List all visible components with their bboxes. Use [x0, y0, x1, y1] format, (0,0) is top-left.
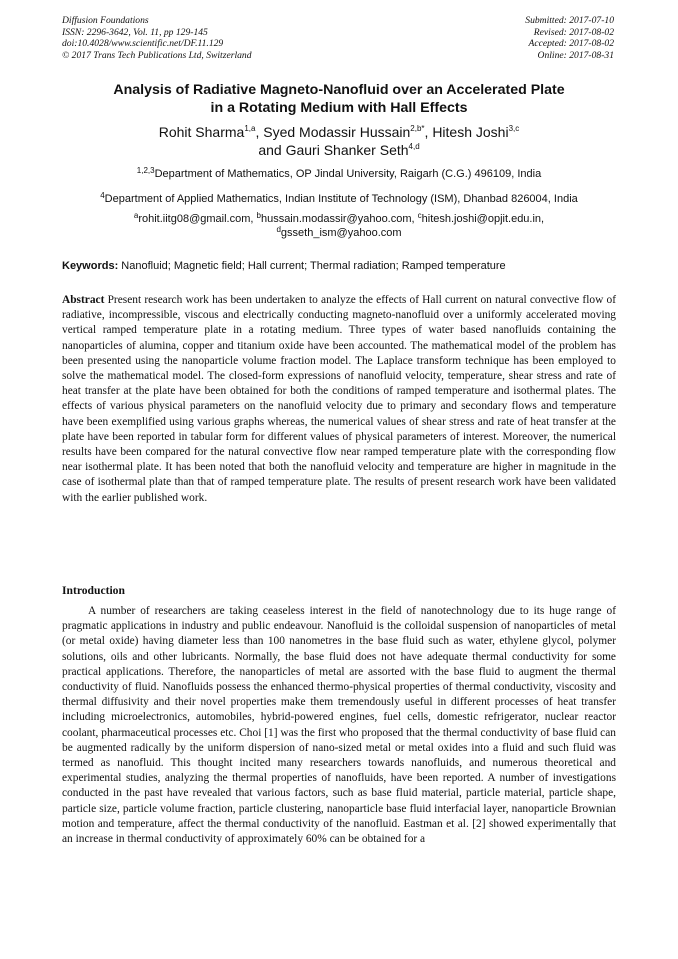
journal-name: Diffusion Foundations	[62, 15, 149, 26]
author-2-sup: 2,b*	[410, 124, 425, 133]
abstract-label: Abstract	[62, 294, 105, 306]
issn-line: ISSN: 2296-3642, Vol. 11, pp 129-145	[62, 26, 208, 38]
publication-dates	[525, 15, 614, 61]
online-date: Online: 2017-08-31	[537, 49, 614, 61]
paper-title	[40, 81, 638, 117]
author-separator: ,	[255, 124, 264, 140]
email-a[interactable]: rohit.iitg08@gmail.com,	[138, 213, 257, 225]
title-line-2: in a Rotating Medium with Hall Effects	[210, 100, 468, 116]
copyright-line: © 2017 Trans Tech Publications Ltd, Switzerland	[62, 49, 252, 61]
author-and: and	[258, 142, 286, 158]
email-c-sup: c	[417, 211, 422, 220]
introduction-heading: Introduction	[62, 584, 125, 597]
author-1-sup: 1,a	[244, 124, 256, 133]
author-list	[40, 123, 638, 159]
keywords	[62, 259, 616, 274]
author-2-name: Syed Modassir Hussain	[263, 124, 411, 140]
author-4-sup: 4,d	[408, 142, 420, 151]
author-4-name: Gauri Shanker Seth	[285, 142, 409, 158]
email-a-sup: a	[133, 211, 139, 220]
email-d-sup: d	[276, 225, 281, 234]
author-1-name: Rohit Sharma	[158, 124, 245, 140]
abstract-text: Present research work has been undertaken to analyze the effects of Hall current on natural convective flow of radiative, incompressible, viscous and electrically conducting magneto-nanofluid over a uniformly accelerated moving vertical ramped temperature plate in a rotating medium. Three types of water based nanofluids containing the nanoparticles of alumina, copper and titanium oxide have been accounted. The mathematical model of the problem has been presented using the nanoparticle volume fraction model. The Laplace transform technique has been employed to solve the mathematical model. The closed-form expressions of nanofluid velocity, temperature, shear stress and rate of heat transfer at the plate have been obtained for both the conditions of ramped temperature and isothermal plates. The effects of various physical parameters on the nanofluid velocity due to primary and secondary flows and temperature have been exemplified using various graphs whereas, the numerical values of shear stress and rate of heat transfer at the plate have been reported in tabular form for different values of physical parameters of interest. Moreover, the numerical results have been compared for the natural convective flow near ramped temperature plate with the corresponding flow near isothermal plate. It has been noted that both the nanofluid velocity and temperature are higher in magnitude in the case of isothermal plate than that of ramped temperature plate. The results of present research work have been validated with the earlier published work.	[62, 294, 616, 504]
abstract	[62, 293, 616, 506]
author-3-name: Hitesh Joshi	[432, 124, 509, 140]
affiliation-1	[40, 167, 638, 181]
journal-info	[62, 15, 252, 61]
authors-line-1	[40, 123, 638, 141]
affiliation-1-sup: 1,2,3	[136, 166, 155, 175]
submitted-date: Submitted: 2017-07-10	[525, 15, 614, 26]
email-d[interactable]: gsseth_ism@yahoo.com	[280, 227, 402, 239]
affiliation-1-text: Department of Mathematics, OP Jindal University, Raigarh (C.G.) 496109, India	[154, 168, 542, 180]
affiliation-2	[40, 192, 638, 206]
author-separator: ,	[424, 124, 433, 140]
author-3-sup: 3,c	[508, 124, 520, 133]
doi-line[interactable]: doi:10.4028/www.scientific.net/DF.11.129	[62, 38, 224, 50]
title-line-1: Analysis of Radiative Magneto-Nanofluid over an Accelerated Plate	[113, 82, 565, 98]
affiliation-2-text: Department of Applied Mathematics, Indian Institute of Technology (ISM), Dhanbad 826004, India	[104, 193, 578, 205]
email-b[interactable]: hussain.modassir@yahoo.com,	[260, 213, 418, 225]
emails-line-2	[40, 226, 638, 240]
author-emails	[40, 212, 638, 240]
accepted-date: Accepted: 2017-08-02	[528, 38, 614, 50]
keywords-text: Nanofluid; Magnetic field; Hall current; Thermal radiation; Ramped temperature	[118, 260, 506, 272]
emails-line-1	[40, 212, 638, 226]
affiliation-2-sup: 4	[100, 191, 105, 200]
authors-line-2	[40, 141, 638, 159]
revised-date: Revised: 2017-08-02	[533, 26, 614, 38]
email-b-sup: b	[256, 211, 261, 220]
email-c[interactable]: hitesh.joshi@opjit.edu.in,	[421, 213, 545, 225]
keywords-label: Keywords:	[62, 260, 119, 272]
introduction-paragraph: A number of researchers are taking ceaseless interest in the field of nanotechnology due to its huge range of pragmatic applications in industry and public endeavour. Nanofluid is the colloidal suspension of nanoparticles of metal (or metal oxide) having diameter less than 100 nanometres in the base fluid such as water, ethylene glycol, polymer solutions, oils and other lubricants. Normally, the base fluid does not have adequate thermal conductivity for some practical applications. Therefore, the nanoparticles of metal are assorted with the base fluid to augment the thermal conductivity of fluid. Nanofluids possess the enhanced thermo-physical properties of thermal conductivity, viscosity and thermal diffusivity and their novel properties make them tremendously useful in different processes of heat transfer including microelectronics, automobiles, hybrid-powered engines, fuel cells, domestic refrigerator, nuclear reactor coolant, pharmaceutical processes etc. Choi [1] was the first who proposed that the thermal conductivity of base fluid can be augmented radically by the uniform dispersion of nano-sized metal or metal oxides into a fluid and such fluid was termed as nanofluid. This thought incited many researchers towards nanofluids, and numerous theoretical and experimental studies, analyzing the thermal properties of nanofluids, have been reported. A number of investigations conducted in the past have revealed that various factors, such as base fluid material, particle material, particle shape, particle size, particle volume fraction, particle clustering, nanoparticle base fluid interfacial layer, nanoparticle Brownian motion and temperature, affect the thermal conductivity of the nanofluid. Eastman et al. [2] showed experimentally that an increase in thermal conductivity of approximately 60% can be obtained for a	[62, 605, 616, 846]
